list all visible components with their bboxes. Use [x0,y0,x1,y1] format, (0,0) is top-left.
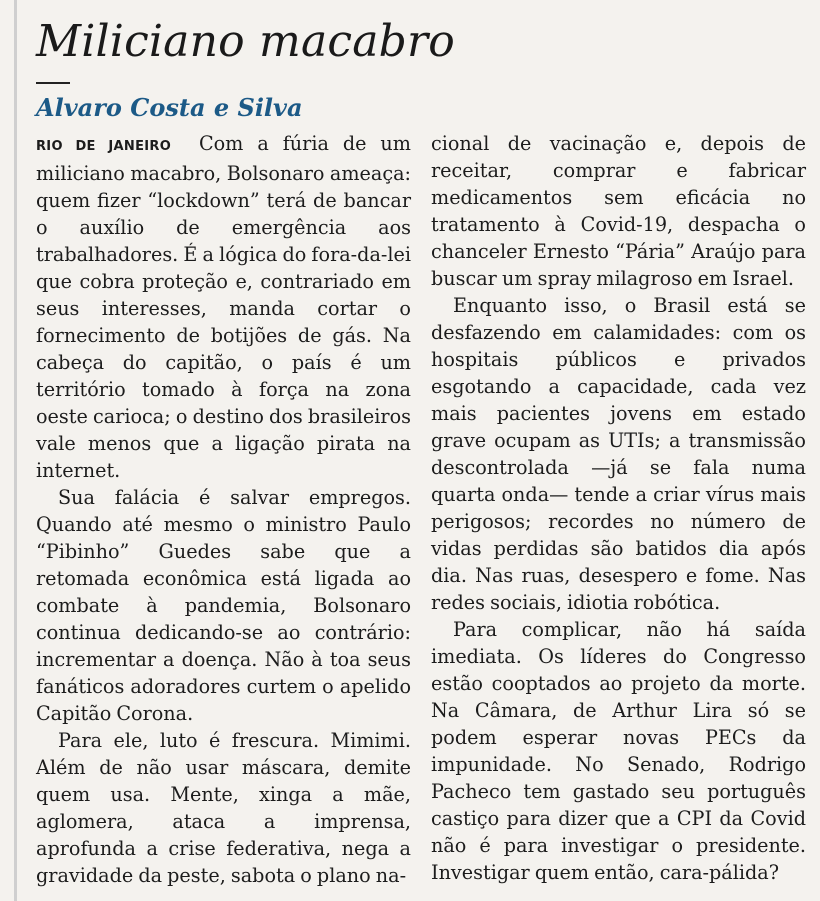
paragraph: Para complicar, não há saída imediata. Os líderes do Congresso estão cooptados ao projeto da morte. Na Câmara, de Arthur Lira só se podem esperar novas PECs da impunidade. No Senado, Rodrigo Pacheco tem gastado seu português castiço para dizer que a CPI da Covid não é para investigar o presidente. Investigar quem então, cara-pálida? [431,618,806,884]
article [36,14,806,889]
dateline: RIO DE JANEIRO [36,139,172,154]
article-body [36,130,806,889]
title-divider [36,82,70,84]
column-2 [431,130,806,889]
article-author: Alvaro Costa e Silva [36,93,303,122]
paragraph: Sua falácia é salvar empregos. Quando até mesmo o ministro Paulo “Pibinho” Guedes sabe que a retomada econômica está ligada ao combate à pandemia, Bolsonaro continua dedicando-se ao contrário: incrementar a doença. Não à toa seus fanáticos adoradores curtem o apelido Capitão Corona. [36,486,411,725]
column-1 [36,130,411,889]
paragraph: Enquanto isso, o Brasil está se desfazendo em calamidades: com os hospitais públicos e privados esgotando a capacidade, cada vez mais pacientes jovens em estado grave ocupam as UTIs; a transmissão descontrolada —já se fala numa quarta onda— tende a criar vírus mais perigosos; recordes no número de vidas perdidas são batidos dia após dia. Nas ruas, desespero e fome. Nas redes sociais, idiotia robótica. [431,294,806,614]
page-gutter-rule [14,0,17,901]
article-title: Miliciano macabro [36,16,455,67]
paragraph [36,130,411,484]
paragraph: cional de vacinação e, depois de receitar, comprar e fabricar medicamentos sem eficácia no tratamento à Covid-19, despacha o chanceler Ernesto “Pária” Araújo para buscar um spray milagroso em Israel. [431,132,806,290]
paragraph-text: Com a fúria de um miliciano macabro, Bolsonaro ameaça: quem fizer “lockdown” terá de bancar o auxílio de emergência aos trabalhadores. É a lógica do fora-da-lei que cobra proteção e, contrariado em seus interesses, manda cortar o fornecimento de botijões de gás. Na cabeça do capitão, o país é um território tomado à força na zona oeste carioca; o destino dos brasileiros vale menos que a ligação pirata na internet. [36,132,411,482]
paragraph: Para ele, luto é frescura. Mimimi. Além de não usar máscara, demite quem usa. Mente, xinga a mãe, aglomera, ataca a imprensa, aprofunda a crise federativa, nega a gravidade da peste, sabota o plano na- [36,729,411,887]
